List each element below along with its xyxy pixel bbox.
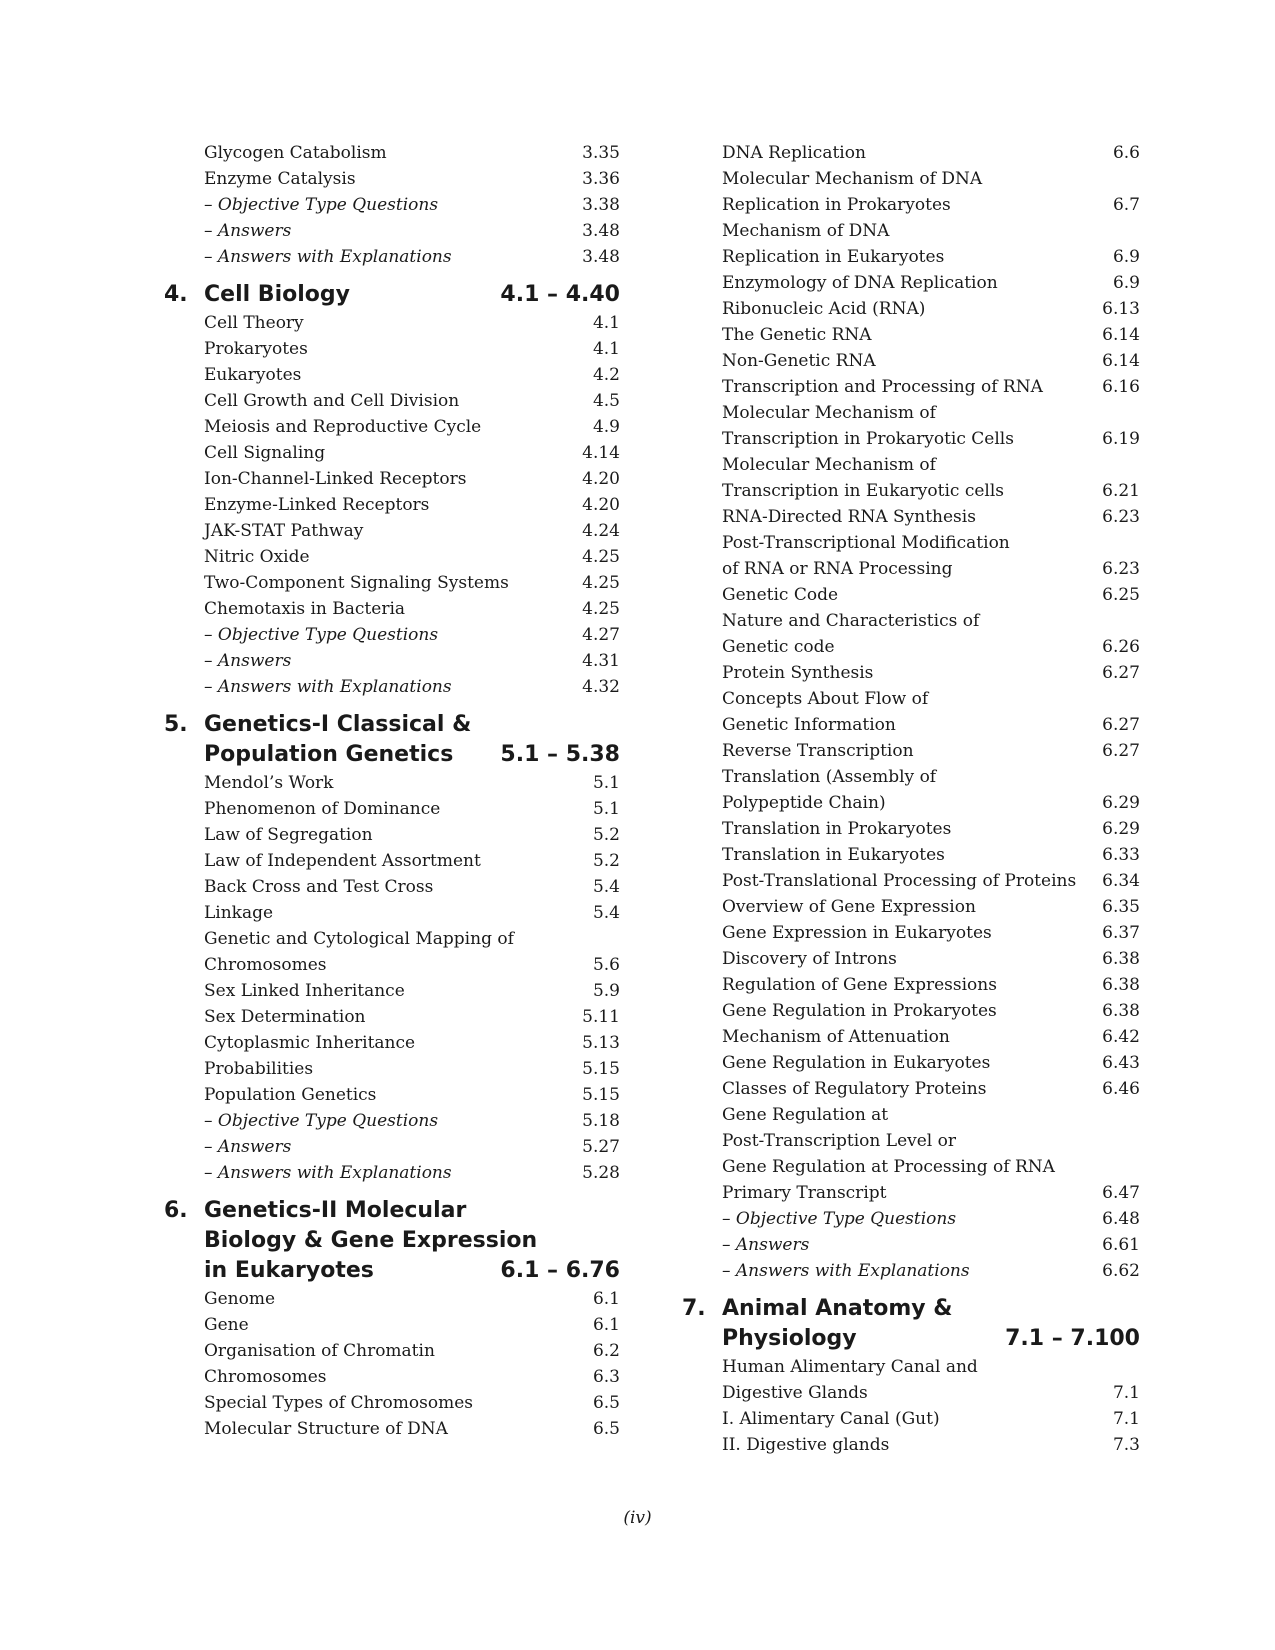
toc-entry: [160, 1338, 620, 1364]
toc-entry: [160, 1160, 620, 1186]
toc-entry-title: – Answers: [204, 221, 292, 241]
toc-entry-page: 4.20: [582, 469, 620, 489]
toc-entry: [160, 1108, 620, 1134]
toc-entry-title: Gene: [204, 1315, 249, 1335]
toc-entry: [678, 660, 1140, 686]
toc-entry-title: – Answers with Explanations: [204, 1163, 452, 1183]
toc-entry: [160, 140, 620, 166]
toc-entry-title: – Objective Type Questions: [204, 1111, 439, 1131]
toc-entry: [160, 1416, 620, 1442]
toc-entry: [678, 764, 1140, 790]
toc-entry-title: Special Types of Chromosomes: [204, 1393, 474, 1413]
toc-entry-page: 4.24: [582, 521, 620, 541]
toc-entry-page: 6.27: [1102, 663, 1140, 683]
toc-entry-title: Linkage: [204, 903, 274, 923]
toc-entry-page: 6.3: [592, 1367, 620, 1387]
toc-entry: [678, 1180, 1140, 1206]
toc-entry-page: 6.7: [1112, 195, 1140, 215]
toc-entry: [160, 796, 620, 822]
toc-entry-page: 6.29: [1102, 819, 1140, 839]
toc-entry-title: I. Alimentary Canal (Gut): [722, 1409, 940, 1429]
toc-entry-title: JAK-STAT Pathway: [204, 521, 364, 541]
toc-entry-title: Genetic Information: [722, 715, 896, 735]
toc-entry-page: 6.48: [1102, 1209, 1140, 1229]
toc-entry-page: 6.2: [592, 1341, 620, 1361]
toc-entry: [678, 1380, 1140, 1406]
toc-entry-title: Translation in Eukaryotes: [722, 845, 945, 865]
toc-entry-page: 6.62: [1102, 1261, 1140, 1281]
chapter-title: Cell Biology: [204, 282, 350, 307]
toc-entry-page: 6.42: [1102, 1027, 1140, 1047]
toc-entry-title: Glycogen Catabolism: [204, 143, 387, 163]
toc-entry-title: Replication in Prokaryotes: [722, 195, 951, 215]
toc-entry: [678, 1024, 1140, 1050]
toc-entry-page: 5.11: [582, 1007, 620, 1027]
toc-entry-title: Population Genetics: [204, 1085, 377, 1105]
toc-entry: [160, 1082, 620, 1108]
toc-entry: [678, 1354, 1140, 1380]
toc-entry-title: – Objective Type Questions: [204, 625, 439, 645]
toc-entry-title: Ion-Channel-Linked Receptors: [204, 469, 467, 489]
toc-entry-title: Ribonucleic Acid (RNA): [722, 299, 926, 319]
chapter-title: Physiology: [722, 1326, 857, 1351]
toc-entry: [678, 634, 1140, 660]
toc-entry-page: 6.19: [1102, 429, 1140, 449]
toc-entry-page: 7.1: [1112, 1383, 1140, 1403]
toc-entry: [678, 712, 1140, 738]
toc-entry-title: – Objective Type Questions: [204, 195, 439, 215]
toc-entry-page: 3.38: [582, 195, 620, 215]
toc-entry-title: Gene Regulation at Processing of RNA: [722, 1157, 1055, 1177]
toc-entry-page: 6.23: [1102, 559, 1140, 579]
chapter-page-range: 5.1 – 5.38: [500, 742, 620, 767]
toc-entry-page: 6.1: [592, 1289, 620, 1309]
toc-entry-page: 4.20: [582, 495, 620, 515]
toc-entry-page: 5.4: [592, 877, 620, 897]
toc-entry-title: Law of Segregation: [204, 825, 373, 845]
toc-entry-page: 6.38: [1102, 949, 1140, 969]
toc-entry-page: 6.38: [1102, 975, 1140, 995]
toc-left-column: [160, 140, 620, 1442]
toc-entry-title: – Answers with Explanations: [722, 1261, 970, 1281]
toc-entry: [678, 1154, 1140, 1180]
toc-entry: [678, 426, 1140, 452]
toc-entry: [160, 414, 620, 440]
toc-entry-title: Regulation of Gene Expressions: [722, 975, 997, 995]
toc-entry: [160, 440, 620, 466]
toc-entry: [160, 648, 620, 674]
toc-entry-page: 6.14: [1102, 325, 1140, 345]
toc-entry: [678, 192, 1140, 218]
toc-entry-title: Cell Growth and Cell Division: [204, 391, 460, 411]
toc-entry-page: 4.2: [592, 365, 620, 385]
toc-entry-page: 4.25: [582, 547, 620, 567]
toc-entry-title: Chromosomes: [204, 1367, 327, 1387]
toc-entry-title: Enzyme Catalysis: [204, 169, 356, 189]
toc-entry: [160, 1312, 620, 1338]
toc-entry: [678, 244, 1140, 270]
toc-entry: [160, 244, 620, 270]
toc-entry-page: 6.38: [1102, 1001, 1140, 1021]
toc-entry-page: 5.4: [592, 903, 620, 923]
toc-entry-title: – Answers with Explanations: [204, 677, 452, 697]
toc-entry-title: Chemotaxis in Bacteria: [204, 599, 406, 619]
toc-entry-title: Sex Determination: [204, 1007, 366, 1027]
toc-entry: [678, 686, 1140, 712]
toc-entry-title: Two-Component Signaling Systems: [204, 573, 509, 593]
toc-entry-title: Polypeptide Chain): [722, 793, 886, 813]
toc-entry-title: – Answers: [204, 1137, 292, 1157]
toc-entry-title: Transcription in Eukaryotic cells: [722, 481, 1005, 501]
toc-entry-title: RNA-Directed RNA Synthesis: [722, 507, 976, 527]
toc-entry-title: Cytoplasmic Inheritance: [204, 1033, 416, 1053]
chapter-heading: [160, 280, 620, 310]
toc-entry-title: Post-Translational Processing of Proteins: [722, 871, 1077, 891]
toc-entry-title: Gene Regulation in Eukaryotes: [722, 1053, 991, 1073]
toc-entry-title: Cell Theory: [204, 313, 304, 333]
toc-entry-page: 5.6: [592, 955, 620, 975]
toc-entry: [678, 842, 1140, 868]
chapter-heading: [160, 1196, 620, 1286]
toc-entry: [678, 478, 1140, 504]
toc-entry-title: Molecular Mechanism of DNA: [722, 169, 983, 189]
toc-entry-title: Genetic code: [722, 637, 835, 657]
toc-entry: [678, 972, 1140, 998]
chapter-page-range: 4.1 – 4.40: [500, 282, 620, 307]
toc-entry: [160, 900, 620, 926]
chapter-page-range: 7.1 – 7.100: [1005, 1326, 1140, 1351]
toc-entry: [678, 218, 1140, 244]
toc-entry-title: Mechanism of Attenuation: [722, 1027, 950, 1047]
toc-entry-title: Translation in Prokaryotes: [722, 819, 952, 839]
toc-entry-title: – Answers with Explanations: [204, 247, 452, 267]
toc-entry-page: 5.27: [582, 1137, 620, 1157]
toc-entry: [160, 310, 620, 336]
toc-entry-title: Molecular Mechanism of: [722, 455, 936, 475]
toc-entry-title: Cell Signaling: [204, 443, 326, 463]
toc-entry: [160, 848, 620, 874]
toc-entry-page: 5.18: [582, 1111, 620, 1131]
toc-entry: [160, 388, 620, 414]
toc-entry-title: Enzyme-Linked Receptors: [204, 495, 430, 515]
toc-entry-title: Discovery of Introns: [722, 949, 897, 969]
toc-entry-page: 6.5: [592, 1419, 620, 1439]
toc-entry: [160, 492, 620, 518]
toc-entry-page: 5.28: [582, 1163, 620, 1183]
toc-entry: [160, 952, 620, 978]
toc-entry-page: 6.33: [1102, 845, 1140, 865]
toc-entry-title: Organisation of Chromatin: [204, 1341, 435, 1361]
toc-entry-title: Reverse Transcription: [722, 741, 914, 761]
toc-entry-page: 3.35: [582, 143, 620, 163]
toc-entry: [160, 1004, 620, 1030]
toc-entry: [160, 218, 620, 244]
toc-entry-title: – Objective Type Questions: [722, 1209, 957, 1229]
toc-entry: [160, 192, 620, 218]
chapter-title: Population Genetics: [204, 742, 454, 767]
toc-entry-title: DNA Replication: [722, 143, 866, 163]
toc-entry-title: Sex Linked Inheritance: [204, 981, 405, 1001]
toc-entry-title: Primary Transcript: [722, 1183, 887, 1203]
toc-entry-page: 5.15: [582, 1059, 620, 1079]
toc-entry-title: Replication in Eukaryotes: [722, 247, 945, 267]
toc-entry-title: of RNA or RNA Processing: [722, 559, 953, 579]
toc-entry: [678, 998, 1140, 1024]
toc-entry-page: 6.34: [1102, 871, 1140, 891]
toc-entry-page: 5.2: [592, 851, 620, 871]
toc-entry-page: 7.1: [1112, 1409, 1140, 1429]
toc-entry-page: 4.9: [592, 417, 620, 437]
toc-entry-title: Post-Transcription Level or: [722, 1131, 956, 1151]
toc-entry-title: Eukaryotes: [204, 365, 302, 385]
toc-entry: [160, 978, 620, 1004]
toc-entry-page: 3.48: [582, 221, 620, 241]
toc-entry: [678, 400, 1140, 426]
toc-entry-title: – Answers: [722, 1235, 810, 1255]
toc-entry-page: 4.32: [582, 677, 620, 697]
toc-entry: [160, 166, 620, 192]
toc-entry-page: 6.9: [1112, 247, 1140, 267]
toc-entry: [678, 348, 1140, 374]
toc-entry-title: Back Cross and Test Cross: [204, 877, 434, 897]
chapter-number: 7.: [682, 1296, 706, 1321]
toc-right-column: [678, 140, 1140, 1458]
chapter-title: in Eukaryotes: [204, 1258, 374, 1283]
toc-entry-title: Genetic and Cytological Mapping of: [204, 929, 514, 949]
toc-entry-page: 7.3: [1112, 1435, 1140, 1455]
toc-entry-title: Nature and Characteristics of: [722, 611, 980, 631]
toc-entry: [160, 1134, 620, 1160]
toc-entry-title: Genome: [204, 1289, 276, 1309]
toc-entry-page: 4.1: [592, 339, 620, 359]
toc-entry-title: Genetic Code: [722, 585, 839, 605]
toc-entry-page: 6.27: [1102, 715, 1140, 735]
toc-entry: [160, 1056, 620, 1082]
toc-entry-title: Digestive Glands: [722, 1383, 868, 1403]
toc-entry: [160, 874, 620, 900]
toc-entry-page: 4.25: [582, 599, 620, 619]
toc-entry: [678, 452, 1140, 478]
toc-entry-page: 6.13: [1102, 299, 1140, 319]
toc-entry-title: Overview of Gene Expression: [722, 897, 976, 917]
toc-entry-page: 6.35: [1102, 897, 1140, 917]
toc-entry-title: Transcription in Prokaryotic Cells: [722, 429, 1014, 449]
toc-entry: [678, 738, 1140, 764]
toc-entry: [678, 790, 1140, 816]
toc-entry-page: 6.6: [1112, 143, 1140, 163]
toc-entry-title: Phenomenon of Dominance: [204, 799, 441, 819]
toc-entry-page: 5.1: [592, 799, 620, 819]
toc-entry-page: 6.1: [592, 1315, 620, 1335]
toc-entry-title: Translation (Assembly of: [722, 767, 937, 787]
toc-entry-title: Human Alimentary Canal and: [722, 1357, 978, 1377]
toc-entry-title: – Answers: [204, 651, 292, 671]
toc-entry: [678, 556, 1140, 582]
toc-entry: [678, 946, 1140, 972]
toc-entry: [678, 296, 1140, 322]
toc-entry-title: Molecular Mechanism of: [722, 403, 936, 423]
toc-entry-title: Meiosis and Reproductive Cycle: [204, 417, 482, 437]
toc-entry: [160, 596, 620, 622]
toc-entry: [160, 336, 620, 362]
toc-entry: [678, 140, 1140, 166]
toc-entry: [678, 1258, 1140, 1284]
chapter-heading: [160, 710, 620, 770]
toc-entry: [160, 544, 620, 570]
toc-entry: [678, 1128, 1140, 1154]
toc-entry-title: Gene Expression in Eukaryotes: [722, 923, 992, 943]
toc-entry: [678, 1050, 1140, 1076]
chapter-title: Animal Anatomy &: [722, 1296, 953, 1321]
chapter-title: Genetics-I Classical &: [204, 712, 472, 737]
toc-entry-page: 6.43: [1102, 1053, 1140, 1073]
toc-entry-page: 6.29: [1102, 793, 1140, 813]
toc-entry-page: 6.61: [1102, 1235, 1140, 1255]
toc-entry: [678, 374, 1140, 400]
page-number: (iv): [623, 1508, 652, 1528]
toc-entry-page: 6.46: [1102, 1079, 1140, 1099]
toc-entry-page: 6.37: [1102, 923, 1140, 943]
toc-entry: [160, 926, 620, 952]
toc-entry-title: Mendol’s Work: [204, 773, 334, 793]
toc-entry-page: 4.5: [592, 391, 620, 411]
toc-entry-page: 5.2: [592, 825, 620, 845]
toc-entry-title: Gene Regulation in Prokaryotes: [722, 1001, 997, 1021]
toc-entry: [160, 1364, 620, 1390]
toc-entry: [678, 868, 1140, 894]
toc-entry: [678, 1232, 1140, 1258]
toc-entry-page: 4.31: [582, 651, 620, 671]
toc-entry-title: II. Digestive glands: [722, 1435, 890, 1455]
toc-entry-title: Protein Synthesis: [722, 663, 874, 683]
toc-entry: [160, 770, 620, 796]
toc-entry-page: 6.26: [1102, 637, 1140, 657]
toc-entry: [160, 822, 620, 848]
toc-entry-title: Chromosomes: [204, 955, 327, 975]
toc-entry-title: Concepts About Flow of: [722, 689, 929, 709]
toc-entry-page: 6.14: [1102, 351, 1140, 371]
toc-entry-page: 6.16: [1102, 377, 1140, 397]
toc-entry-page: 4.25: [582, 573, 620, 593]
toc-entry-page: 4.27: [582, 625, 620, 645]
toc-entry-page: 4.1: [592, 313, 620, 333]
toc-entry-title: Prokaryotes: [204, 339, 308, 359]
toc-entry-page: 6.21: [1102, 481, 1140, 501]
toc-entry: [678, 1206, 1140, 1232]
toc-entry-page: 3.48: [582, 247, 620, 267]
toc-entry-title: Mechanism of DNA: [722, 221, 890, 241]
toc-entry: [678, 1432, 1140, 1458]
toc-entry-title: Classes of Regulatory Proteins: [722, 1079, 987, 1099]
toc-entry: [160, 1390, 620, 1416]
toc-entry-title: Post-Transcriptional Modification: [722, 533, 1010, 553]
toc-entry-page: 6.47: [1102, 1183, 1140, 1203]
chapter-page-range: 6.1 – 6.76: [500, 1258, 620, 1283]
chapter-number: 5.: [164, 712, 188, 737]
toc-entry-page: 5.9: [592, 981, 620, 1001]
toc-entry: [160, 518, 620, 544]
toc-entry-page: 5.1: [592, 773, 620, 793]
toc-entry: [678, 920, 1140, 946]
toc-entry-title: Probabilities: [204, 1059, 314, 1079]
toc-entry-page: 4.14: [582, 443, 620, 463]
toc-entry: [678, 504, 1140, 530]
toc-entry-title: Molecular Structure of DNA: [204, 1419, 448, 1439]
chapter-title: Genetics-II Molecular: [204, 1198, 467, 1223]
toc-entry: [160, 1286, 620, 1312]
toc-entry-title: Law of Independent Assortment: [204, 851, 481, 871]
chapter-title: Biology & Gene Expression: [204, 1228, 538, 1253]
toc-entry: [160, 466, 620, 492]
toc-entry-page: 3.36: [582, 169, 620, 189]
toc-entry: [678, 322, 1140, 348]
toc-entry: [160, 674, 620, 700]
toc-entry-page: 5.13: [582, 1033, 620, 1053]
chapter-heading: [678, 1294, 1140, 1354]
toc-entry-title: Gene Regulation at: [722, 1105, 889, 1125]
toc-entry: [678, 166, 1140, 192]
toc-entry: [678, 270, 1140, 296]
toc-entry: [160, 570, 620, 596]
toc-entry: [160, 1030, 620, 1056]
toc-entry-title: Transcription and Processing of RNA: [722, 377, 1043, 397]
toc-entry-page: 6.23: [1102, 507, 1140, 527]
toc-entry-page: 6.27: [1102, 741, 1140, 761]
toc-entry: [678, 608, 1140, 634]
toc-entry: [678, 530, 1140, 556]
chapter-number: 6.: [164, 1198, 188, 1223]
toc-entry: [678, 1102, 1140, 1128]
chapter-number: 4.: [164, 282, 188, 307]
toc-entry-page: 5.15: [582, 1085, 620, 1105]
toc-entry-title: The Genetic RNA: [722, 325, 872, 345]
toc-entry-title: Enzymology of DNA Replication: [722, 273, 998, 293]
toc-entry-title: Nitric Oxide: [204, 547, 310, 567]
toc-entry-page: 6.5: [592, 1393, 620, 1413]
toc-entry: [678, 816, 1140, 842]
toc-entry: [678, 1076, 1140, 1102]
toc-entry: [678, 582, 1140, 608]
toc-entry: [160, 362, 620, 388]
toc-entry-page: 6.25: [1102, 585, 1140, 605]
toc-entry: [678, 894, 1140, 920]
toc-entry: [678, 1406, 1140, 1432]
toc-entry-page: 6.9: [1112, 273, 1140, 293]
toc-entry-title: Non-Genetic RNA: [722, 351, 876, 371]
toc-entry: [160, 622, 620, 648]
